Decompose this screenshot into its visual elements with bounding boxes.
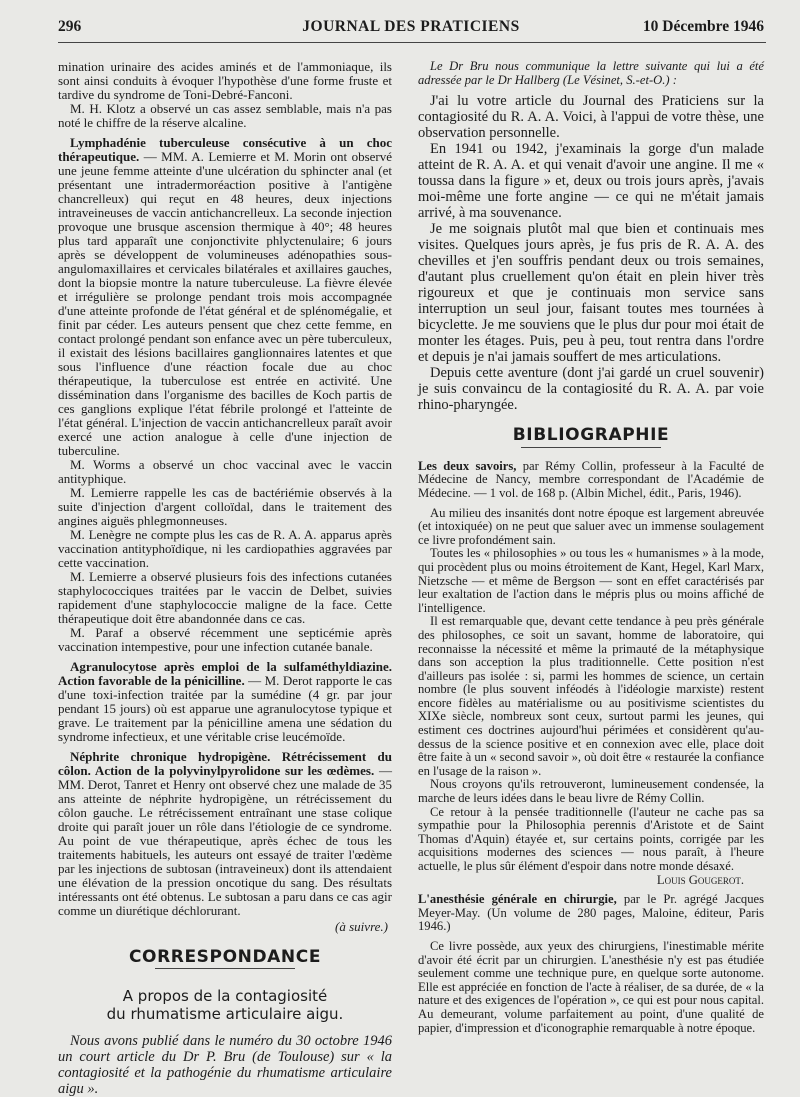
to-be-continued: (à suivre.) — [335, 919, 388, 934]
paragraph: Depuis cette aventure (dont j'ai gardé un cruel souvenir) je suis convaincu de la contagiosité du R. A. A. par voie rhino-pharyngée. — [418, 365, 764, 414]
paragraph: Ce livre possède, aux yeux des chirurgiens, l'inestimable mérite d'avoir été écrit par un chirurgien. L'anesthésie n'y est pas étudiée seulement comme une technique pure, en quelque sorte autonome. Elle est appréciée en fonction de l'acte à réaliser, de sa durée, de « la nature et des exigences de l'opération », ce qui est pour nous capital. Au demeurant, volume parfaitement au point, d'une qualité de papier, d'impression et d'iconographie remarquable à notre époque. — [418, 938, 764, 1035]
paragraph: M. Worms a observé un choc vaccinal avec le vaccin antityphique. — [58, 457, 392, 486]
paragraph: M. Lemierre a observé plusieurs fois des infections cutanées staphylococciques traitées par le vaccin de Delbet, suivies rapidement d'une staphylococcie maligne de la face. Cette thérapeutique doit être abandonnée dans ce cas. — [58, 569, 392, 626]
paragraph — [58, 660, 392, 744]
journal-title: JOURNAL DES PRATICIENS — [302, 18, 520, 35]
paragraph: Il est remarquable que, devant cette tendance à peu près générale des philosophes, ce soit un savant, homme de laboratoire, qui reconnaisse la nécessité et même la primauté de la métaphysique dans son acception la plus traditionnelle. Cette position n'est d'ailleurs pas isolée : si, parmi les hommes de science, un certain nombre (le plus souvent inféodés à l'idéologie marxiste) restent encore fidèles au matérialisme ou au positivisme scientistes du XIXe siècle, nombreux sont ceux, surtout parmi les jeunes, qui estiment ces doctrines aujourd'hui périmées et considèrent qu'au-dessus de la science positive et en connexion avec elle, place doit être faite à un « second savoir », où doit être « restaurée la confiance en l'usage de la raison ». — [418, 614, 764, 778]
article-title-line: du rhumatisme articulaire aigu. — [106, 1005, 344, 1023]
paragraph-body: — M. Derot rapporte le cas d'une toxi-infection traitée par la sumédine (4 gr. par jour pendant 15 jours) où est apparue une agranulocytose typique et grave. Le traitement par la pénicilline amena une sédation du syndrome infectieux, et une véritable crise leucémoïde. — [58, 673, 393, 744]
section-heading: Agranulocytose après emploi de la sulfaméthyldiazine. Action favorable de la pénicilline. — [58, 659, 392, 688]
paragraph: M. Paraf a observé récemment une septicémie après vaccination intempestive, pour une infection cutanée banale. — [58, 625, 392, 654]
article-intro: Nous avons publié dans le numéro du 30 octobre 1946 un court article du Dr P. Bru (de Toulouse) sur « la contagiosité et la pathogénie du rhumatisme articulaire aigu ». — [58, 1033, 392, 1097]
letter-intro: Le Dr Bru nous communique la lettre suivante qui lui a été adressée par le Dr Hallberg (Le Vésinet, S.-et-O.) : — [418, 59, 764, 87]
correspondance-title: CORRESPONDANCE — [128, 947, 322, 967]
title-rule — [521, 447, 661, 448]
book-entry — [418, 893, 764, 934]
review-signature: Louis Gougerot. — [656, 872, 744, 887]
section-heading: Néphrite chronique hydropigène. Rétrécissement du côlon. Action de la polyvinylpyrolidone sur les œdèmes. — [58, 749, 392, 778]
paragraph-body: — MM. Derot, Tanret et Henry ont observé chez une malade de 35 ans atteinte de néphrite hydropigène, un rétrécissement du côlon gauche. Le rétrécissement entraînant une stase colique droite qui paraît jouer un rôle dans l'étiologie de ce syndrome. Au point de vue thérapeutique, après échec de tous les traitements habituels, les auteurs ont essayé de traiter l'œdème par les injections de subtosan (intraveineux) dont ils attendaient une élévation de la pression oncotique du sang. Des résultats intéressants ont été obtenus. Le subtosan a paru dans ce cas agir comme un diurétique déchlorurant. — [58, 763, 392, 918]
header-rule — [58, 42, 766, 43]
paragraph: M. H. Klotz a observé un cas assez semblable, mais n'a pas noté le chiffre de la réserve alcaline. — [58, 101, 392, 130]
article-title-line: A propos de la contagiosité — [122, 987, 328, 1005]
book-title: L'anesthésie générale en chirurgie, — [418, 892, 617, 907]
paragraph: Au milieu des insanités dont notre époque est largement abreuvée (et intoxiquée) on ne peut que saluer avec un immense soulagement ce livre profondément sain. — [418, 505, 764, 547]
page-number: 296 — [58, 18, 82, 35]
book-reference: par le Pr. agrégé Jacques Meyer-May. (Un volume de 280 pages, Maloine, éditeur, Paris 1946.) — [418, 892, 764, 934]
left-column — [58, 60, 392, 1097]
paragraph: Toutes les « philosophies » ou tous les « humanismes » à la mode, qui procèdent plus ou moins étroitement de Kant, Hegel, Karl Marx, Nietzsche — et même de Bergson — sont en effet caractérisés par leur exaltation de l'action dans le mépris plus ou moins affiché de l'intelligence. — [418, 546, 764, 615]
paragraph-body: — MM. A. Lemierre et M. Morin ont observé une jeune femme atteinte d'une ulcération du sphincter anal (et présentant une intradermoréaction positive à l'antigène chancrelleux) qui reçut en 48 heures, deux injections intraveineuses de vaccin antichancrelleux. La seconde injection provoque une brusque ascension thermique à 40°; 48 heures plus tard apparaît une conjonctivite phlyctenulaire; 6 jours après se développent de volumineuses adénopathies sous-angulomaxillaires et cervicales bilatérales et axillaires gauches, dont la biopsie montre la nature tuberculeuse. La fièvre élevée et irrégulière se prolonge pendant trois mois accompagnée d'une atteinte profonde de l'état général et de splénomégalie, et finit par céder. Les auteurs pensent que chez cette femme, en contact prolongé pendant son enfance avec un père tuberculeux, il existait des lésions bacillaires ganglionnaires latentes et que sous l'influence d'une réaction focale due au choc thérapeutique, la tuberculose est entrée en activité. Une dissémination dans l'organisme des bacilles de Koch partis de ces ganglions explique l'état fébrile prolongé et l'atteinte de l'état général. L'injection de vaccin antichancrelleux paraît avoir exercé une action analogue à celle d'une injection de tuberculine. — [58, 149, 393, 458]
paragraph: J'ai lu votre article du Journal des Praticiens sur la contagiosité du R. A. A. Voici, à l'appui de votre thèse, une observation personnelle. — [418, 93, 764, 142]
paragraph: Je me soignais plutôt mal que bien et continuais mes visites. Quelques jours après, je fus pris de R. A. A. des chevilles et j'en souffris pendant deux ou trois semaines, d'autant plus cruellement qu'on était en plein hiver très rigoureux et que je continuais mon service sans interruption un seul jour, faisant toutes mes tournées à bicyclette. Je me souviens que le plus dur pour moi était de monter les étages. Puis, peu à peu, tout rentra dans l'ordre et depuis je n'ai jamais souffert de mes articulations. — [418, 221, 764, 366]
paragraph: En 1941 ou 1942, j'examinais la gorge d'un malade atteint de R. A. A. et qui venait d'avoir une angine. Il me « toussa dans la figure » et, deux ou trois jours après, j'avais moi-même une forte angine — ce qui ne m'était jamais arrivé, à ma souvenance. — [418, 141, 764, 222]
page-header — [58, 18, 764, 40]
section-heading: Lymphadénie tuberculeuse consécutive à un choc thérapeutique. — [58, 135, 392, 164]
right-column — [418, 60, 764, 1035]
paragraph: Ce retour à la pensée traditionnelle (l'auteur ne cache pas sa sympathie pour la Philosophia perennis d'Aristote et de Saint Thomas d'Aquin) étayée et, sur certains points, corrigée par les acquisitions modernes des sciences — nous paraît, à l'heure actuelle, le plus sûr élément d'espoir dans notre monde désaxé. — [418, 804, 764, 873]
article-title — [58, 987, 392, 1023]
book-reference: par Rémy Collin, professeur à la Faculté de Médecine de Nancy, membre correspondant de l'Académie de Médecine. — 1 vol. de 168 p. (Albin Michel, édit., Paris, 1946). — [418, 458, 764, 500]
book-title: Les deux savoirs, — [418, 458, 517, 473]
paragraph: M. Lenègre ne compte plus les cas de R. A. A. apparus après vaccination antityphoïdique, ni les cardiopathies aggravées par cette vaccination. — [58, 527, 392, 570]
paragraph — [58, 136, 392, 458]
paragraph: M. Lemierre rappelle les cas de bactériémie observés à la suite d'injection d'argent colloïdal, dans le traitement des angines aiguës phlegmonneuses. — [58, 485, 392, 528]
issue-date: 10 Décembre 1946 — [642, 18, 764, 35]
bibliography-title: BIBLIOGRAPHIE — [512, 425, 670, 446]
paragraph: mination urinaire des acides aminés et de l'ammoniaque, ils sont ainsi conduits à évoquer l'hypothèse d'une forme fruste et tardive du syndrome de Toni-Debré-Fanconi. — [58, 59, 392, 102]
title-rule — [155, 968, 295, 969]
paragraph: Nous croyons qu'ils retrouveront, lumineusement condensée, la marche de leurs idées dans le beau livre de Rémy Collin. — [418, 777, 764, 806]
paragraph — [58, 750, 392, 918]
book-entry — [418, 460, 764, 501]
